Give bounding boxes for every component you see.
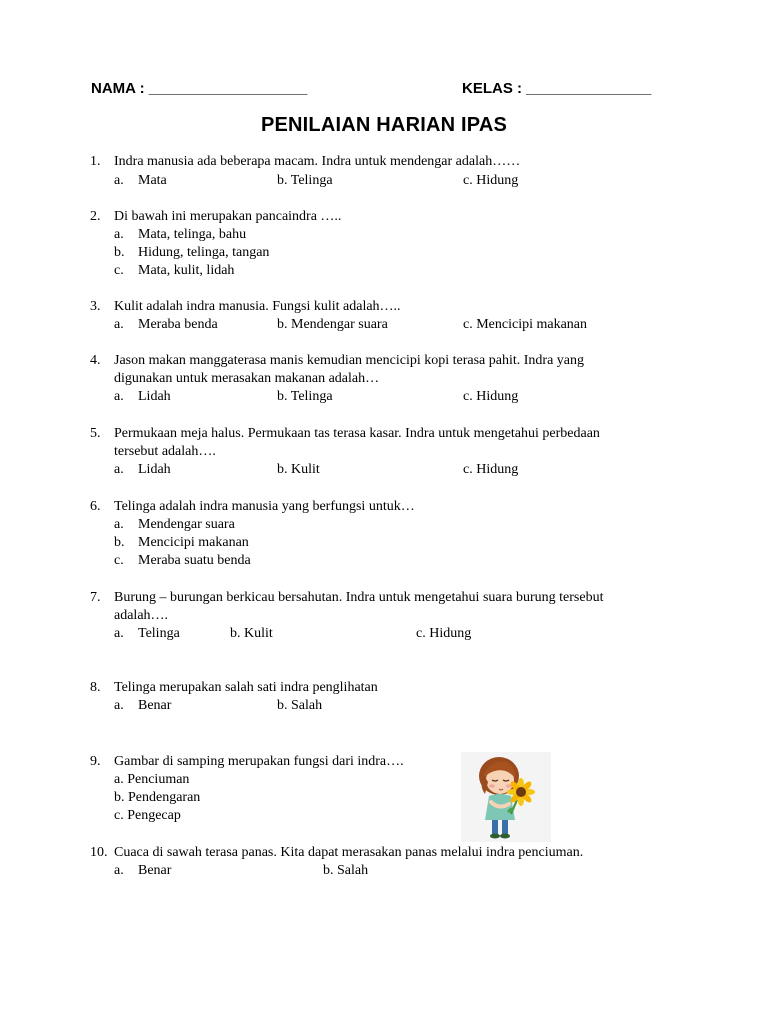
option-b: b. Kulit <box>230 626 273 641</box>
nama-blank[interactable]: ___________________ <box>148 80 308 97</box>
option-c: c. Hidung <box>463 462 519 477</box>
option-c: c. Hidung <box>463 389 519 404</box>
option-letter: a. <box>114 227 124 242</box>
option-b: b. Salah <box>323 863 369 878</box>
option-b: b. Telinga <box>277 389 333 404</box>
question-number: 10. <box>90 845 108 860</box>
question-number: 5. <box>90 426 101 441</box>
option-b: b. Kulit <box>277 462 320 477</box>
option-c: c. Hidung <box>463 173 519 188</box>
question-text: Telinga merupakan salah sati indra penglihatan <box>114 680 378 695</box>
option-a: Lidah <box>138 389 171 404</box>
kelas-blank[interactable]: _______________ <box>526 80 652 97</box>
question-text-continued: tersebut adalah…. <box>114 444 216 459</box>
kelas-field <box>462 80 651 97</box>
question-number: 3. <box>90 299 101 314</box>
option-c: c. Mencicipi makanan <box>463 317 588 332</box>
option-b: b. Salah <box>277 698 323 713</box>
option-letter: b. <box>114 535 125 550</box>
option-c: c. Hidung <box>416 626 472 641</box>
option-a: Benar <box>138 863 172 878</box>
option-letter: a. <box>114 626 124 641</box>
option-letter: a. <box>114 698 124 713</box>
option-a: a. Penciuman <box>114 772 190 787</box>
question-number: 1. <box>90 154 101 169</box>
question-number: 8. <box>90 680 101 695</box>
option-c: Mata, kulit, lidah <box>138 263 235 278</box>
option-letter: c. <box>114 553 124 568</box>
question-text-continued: adalah…. <box>114 608 169 623</box>
question-text: Telinga adalah indra manusia yang berfungsi untuk… <box>114 499 415 514</box>
question-text: Kulit adalah indra manusia. Fungsi kulit adalah….. <box>114 299 401 314</box>
question-number: 7. <box>90 590 101 605</box>
question-number: 2. <box>90 209 101 224</box>
option-a: Mendengar suara <box>138 517 235 532</box>
option-b: Hidung, telinga, tangan <box>138 245 270 260</box>
option-letter: a. <box>114 389 124 404</box>
option-b: b. Mendengar suara <box>277 317 388 332</box>
option-a: Lidah <box>138 462 171 477</box>
question-text-continued: digunakan untuk merasakan makanan adalah… <box>114 371 380 386</box>
option-b: b. Pendengaran <box>114 790 201 805</box>
option-letter: a. <box>114 462 124 477</box>
question-text: Cuaca di sawah terasa panas. Kita dapat merasakan panas melalui indra penciuman. <box>114 845 584 860</box>
option-a: Mata, telinga, bahu <box>138 227 247 242</box>
question-text: Gambar di samping merupakan fungsi dari indra…. <box>114 754 404 769</box>
page-title: PENILAIAN HARIAN IPAS <box>260 114 508 136</box>
nama-label: NAMA : <box>91 80 145 97</box>
option-a: Benar <box>138 698 172 713</box>
question-text: Burung – burungan berkicau bersahutan. Indra untuk mengetahui suara burung tersebut <box>114 590 604 605</box>
option-a: Meraba benda <box>138 317 218 332</box>
option-letter: a. <box>114 173 124 188</box>
option-a: Telinga <box>138 626 180 641</box>
question-text: Permukaan meja halus. Permukaan tas terasa kasar. Indra untuk mengetahui perbedaan <box>114 426 600 441</box>
option-c: c. Pengecap <box>114 808 181 823</box>
question-text: Di bawah ini merupakan pancaindra ….. <box>114 209 342 224</box>
nama-field <box>91 80 307 97</box>
girl-smelling-flower-illustration <box>461 752 551 842</box>
question-number: 6. <box>90 499 101 514</box>
kelas-label: KELAS : <box>462 80 522 97</box>
question-text: Jason makan manggaterasa manis kemudian mencicipi kopi terasa pahit. Indra yang <box>114 353 585 368</box>
question-number: 9. <box>90 754 101 769</box>
option-letter: a. <box>114 317 124 332</box>
option-letter: a. <box>114 863 124 878</box>
question-number: 4. <box>90 353 101 368</box>
option-c: Meraba suatu benda <box>138 553 251 568</box>
option-letter: c. <box>114 263 124 278</box>
option-b: b. Telinga <box>277 173 333 188</box>
question-text: Indra manusia ada beberapa macam. Indra untuk mendengar adalah…… <box>114 154 521 169</box>
option-letter: b. <box>114 245 125 260</box>
option-a: Mata <box>138 173 167 188</box>
option-letter: a. <box>114 517 124 532</box>
option-b: Mencicipi makanan <box>138 535 249 550</box>
